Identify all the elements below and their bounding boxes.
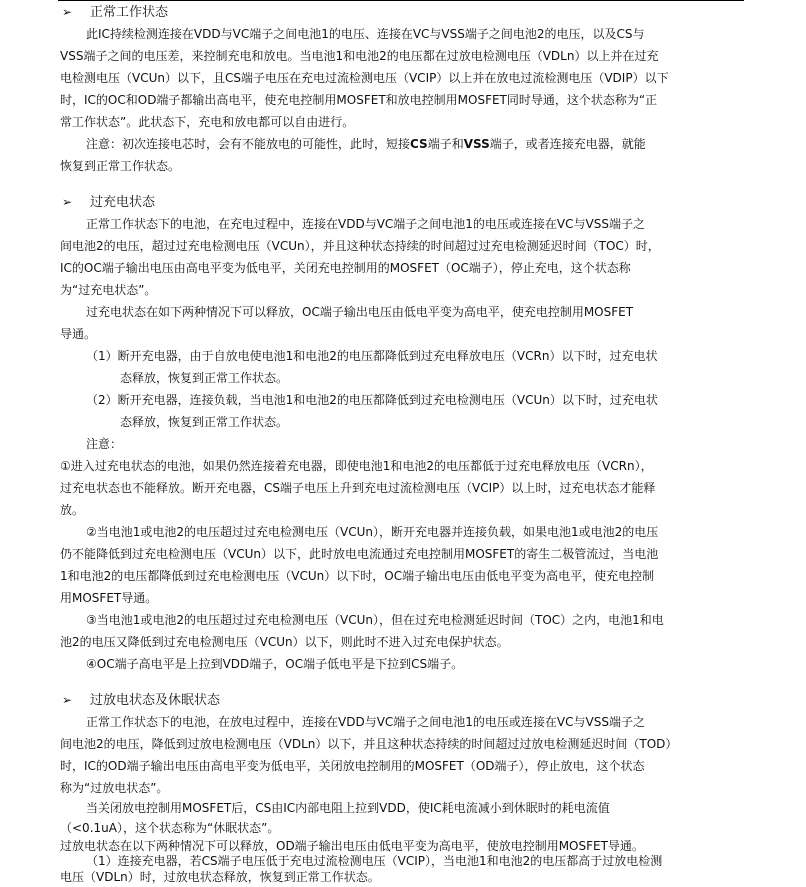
list-item: 态释放，恢复到正常工作状态。	[120, 371, 289, 385]
note-text: 注意：初次连接电芯时，会有不能放电的可能性，此时，短接	[86, 137, 411, 151]
section-heading-overcharge	[62, 192, 748, 212]
note-label: 注意：	[86, 437, 123, 451]
note-text: 端子和	[427, 137, 464, 151]
paragraph-line: 时，IC的OD端子输出电压由高电平变为低电平，关闭放电控制用的MOSFET（OD端子），停止放电，这个状态	[60, 759, 645, 773]
paragraph-line: 为“过充电状态”。	[60, 283, 157, 297]
paragraph-line: 导通。	[60, 327, 97, 341]
note-line: ①进入过充电状态的电池，如果仍然连接着充电器，即使电池1和电池2的电压都低于过充电释放电压（VCRn），	[60, 459, 653, 473]
note-line: 过充电状态也不能释放。断开充电器，CS端子电压上升到充电过流检测电压（VCIP）以上时，过充电状态才能释	[60, 481, 656, 495]
list-item: （2）断开充电器，连接负载，当电池1和电池2的电压都降低到过充电检测电压（VCUn）以下时，过充电状	[86, 393, 658, 407]
paragraph-line: 称为“过放电状态”。	[60, 781, 169, 795]
note-line: 仍不能降低到过充电检测电压（VCUn）以下，此时放电电流通过充电控制用MOSFET的寄生二极管流过，当电池	[60, 547, 659, 561]
paragraph-line: 当关闭放电控制用MOSFET后，CS由IC内部电阻上拉到VDD，使IC耗电流减小到休眠时的耗电流值	[86, 801, 610, 815]
section-heading-normal	[62, 2, 748, 22]
list-item: 态释放，恢复到正常工作状态。	[120, 415, 289, 429]
paragraph-line: 间电池2的电压，降低到过放电检测电压（VDLn）以下，并且这种状态持续的时间超过过放电检测延迟时间（TOD）	[60, 737, 678, 751]
cs-label: CS	[410, 137, 428, 151]
note-line: 池2的电压又降低到过充电检测电压（VCUn）以下，则此时不进入过充电保护状态。	[60, 635, 509, 649]
note-line: ③当电池1或电池2的电压超过过充电检测电压（VCUn），但在过充电检测延迟时间（TOC）之内，电池1和电	[86, 613, 664, 627]
arrow-bullet-icon: ➢	[62, 5, 73, 19]
heading-text: 过放电状态及休眠状态	[90, 693, 221, 708]
note-line	[86, 134, 772, 154]
note-line: 用MOSFET导通。	[60, 591, 158, 605]
section-heading-overdischarge	[62, 690, 748, 710]
list-item: （1）连接充电器，若CS端子电压低于充电过流检测电压（VCIP），当电池1和电池2的电压都高于过放电检测	[86, 854, 663, 868]
heading-text: 正常工作状态	[90, 5, 169, 20]
paragraph-line: 此IC持续检测连接在VDD与VC端子之间电池1的电压、连接在VC与VSS端子之间电池2的电压，以及CS与	[86, 27, 645, 41]
paragraph-line: IC的OC端子输出电压由高电平变为低电平，关闭充电控制用的MOSFET（OC端子），停止充电，这个状态称	[60, 261, 631, 275]
paragraph-line: （<0.1uA），这个状态称为“休眠状态”。	[60, 821, 280, 835]
note-line: 恢复到正常工作状态。	[60, 159, 181, 173]
heading-text: 过充电状态	[90, 195, 156, 210]
note-line: ②当电池1或电池2的电压超过过充电检测电压（VCUn），断开充电器并连接负载，如果电池1或电池2的电压	[86, 525, 659, 539]
paragraph-line: 电检测电压（VCUn）以下，且CS端子电压在充电过流检测电压（VCIP）以上并在放电过流检测电压（VDIP）以下	[60, 71, 669, 85]
note-line: 放。	[60, 503, 85, 517]
paragraph-line: 间电池2的电压，超过过充电检测电压（VCUn），并且这种状态持续的时间超过过充电检测延迟时间（TOC）时，	[60, 239, 660, 253]
top-rule	[58, 0, 744, 1]
note-text: 端子，或者连接充电器，就能	[489, 137, 646, 151]
list-item: 电压（VDLn）时，过放电状态释放，恢复到正常工作状态。	[60, 870, 380, 884]
list-item: （1）断开充电器，由于自放电使电池1和电池2的电压都降低到过充电释放电压（VCRn）以下时，过充电状	[86, 349, 658, 363]
paragraph-line: 过充电状态在如下两种情况下可以释放，OC端子输出电压由低电平变为高电平，使充电控制用MOSFET	[86, 305, 634, 319]
paragraph-line: 正常工作状态下的电池，在充电过程中，连接在VDD与VC端子之间电池1的电压或连接在VC与VSS端子之	[86, 217, 645, 231]
arrow-bullet-icon: ➢	[62, 195, 73, 209]
arrow-bullet-icon: ➢	[62, 693, 73, 707]
vss-label: VSS	[463, 137, 490, 151]
paragraph-line: 时，IC的OC和OD端子都输出高电平，使充电控制用MOSFET和放电控制用MOSFET同时导通，这个状态称为“正	[60, 93, 658, 107]
paragraph-line: 过放电状态在以下两种情况下可以释放，OD端子输出电压由低电平变为高电平，使放电控制用MOSFET导通。	[60, 839, 644, 853]
paragraph-line: VSS端子之间的电压差，来控制充电和放电。当电池1和电池2的电压都在过放电检测电压（VDLn）以上并在过充	[60, 49, 659, 63]
paragraph-line: 常工作状态”。此状态下，充电和放电都可以自由进行。	[60, 115, 355, 129]
note-line: 1和电池2的电压都降低到过充电检测电压（VCUn）以下时，OC端子输出电压由低电平变为高电平，使充电控制	[60, 569, 655, 583]
note-line: ④OC端子高电平是上拉到VDD端子，OC端子低电平是下拉到CS端子。	[86, 657, 464, 671]
paragraph-line: 正常工作状态下的电池，在放电过程中，连接在VDD与VC端子之间电池1的电压或连接在VC与VSS端子之	[86, 715, 645, 729]
